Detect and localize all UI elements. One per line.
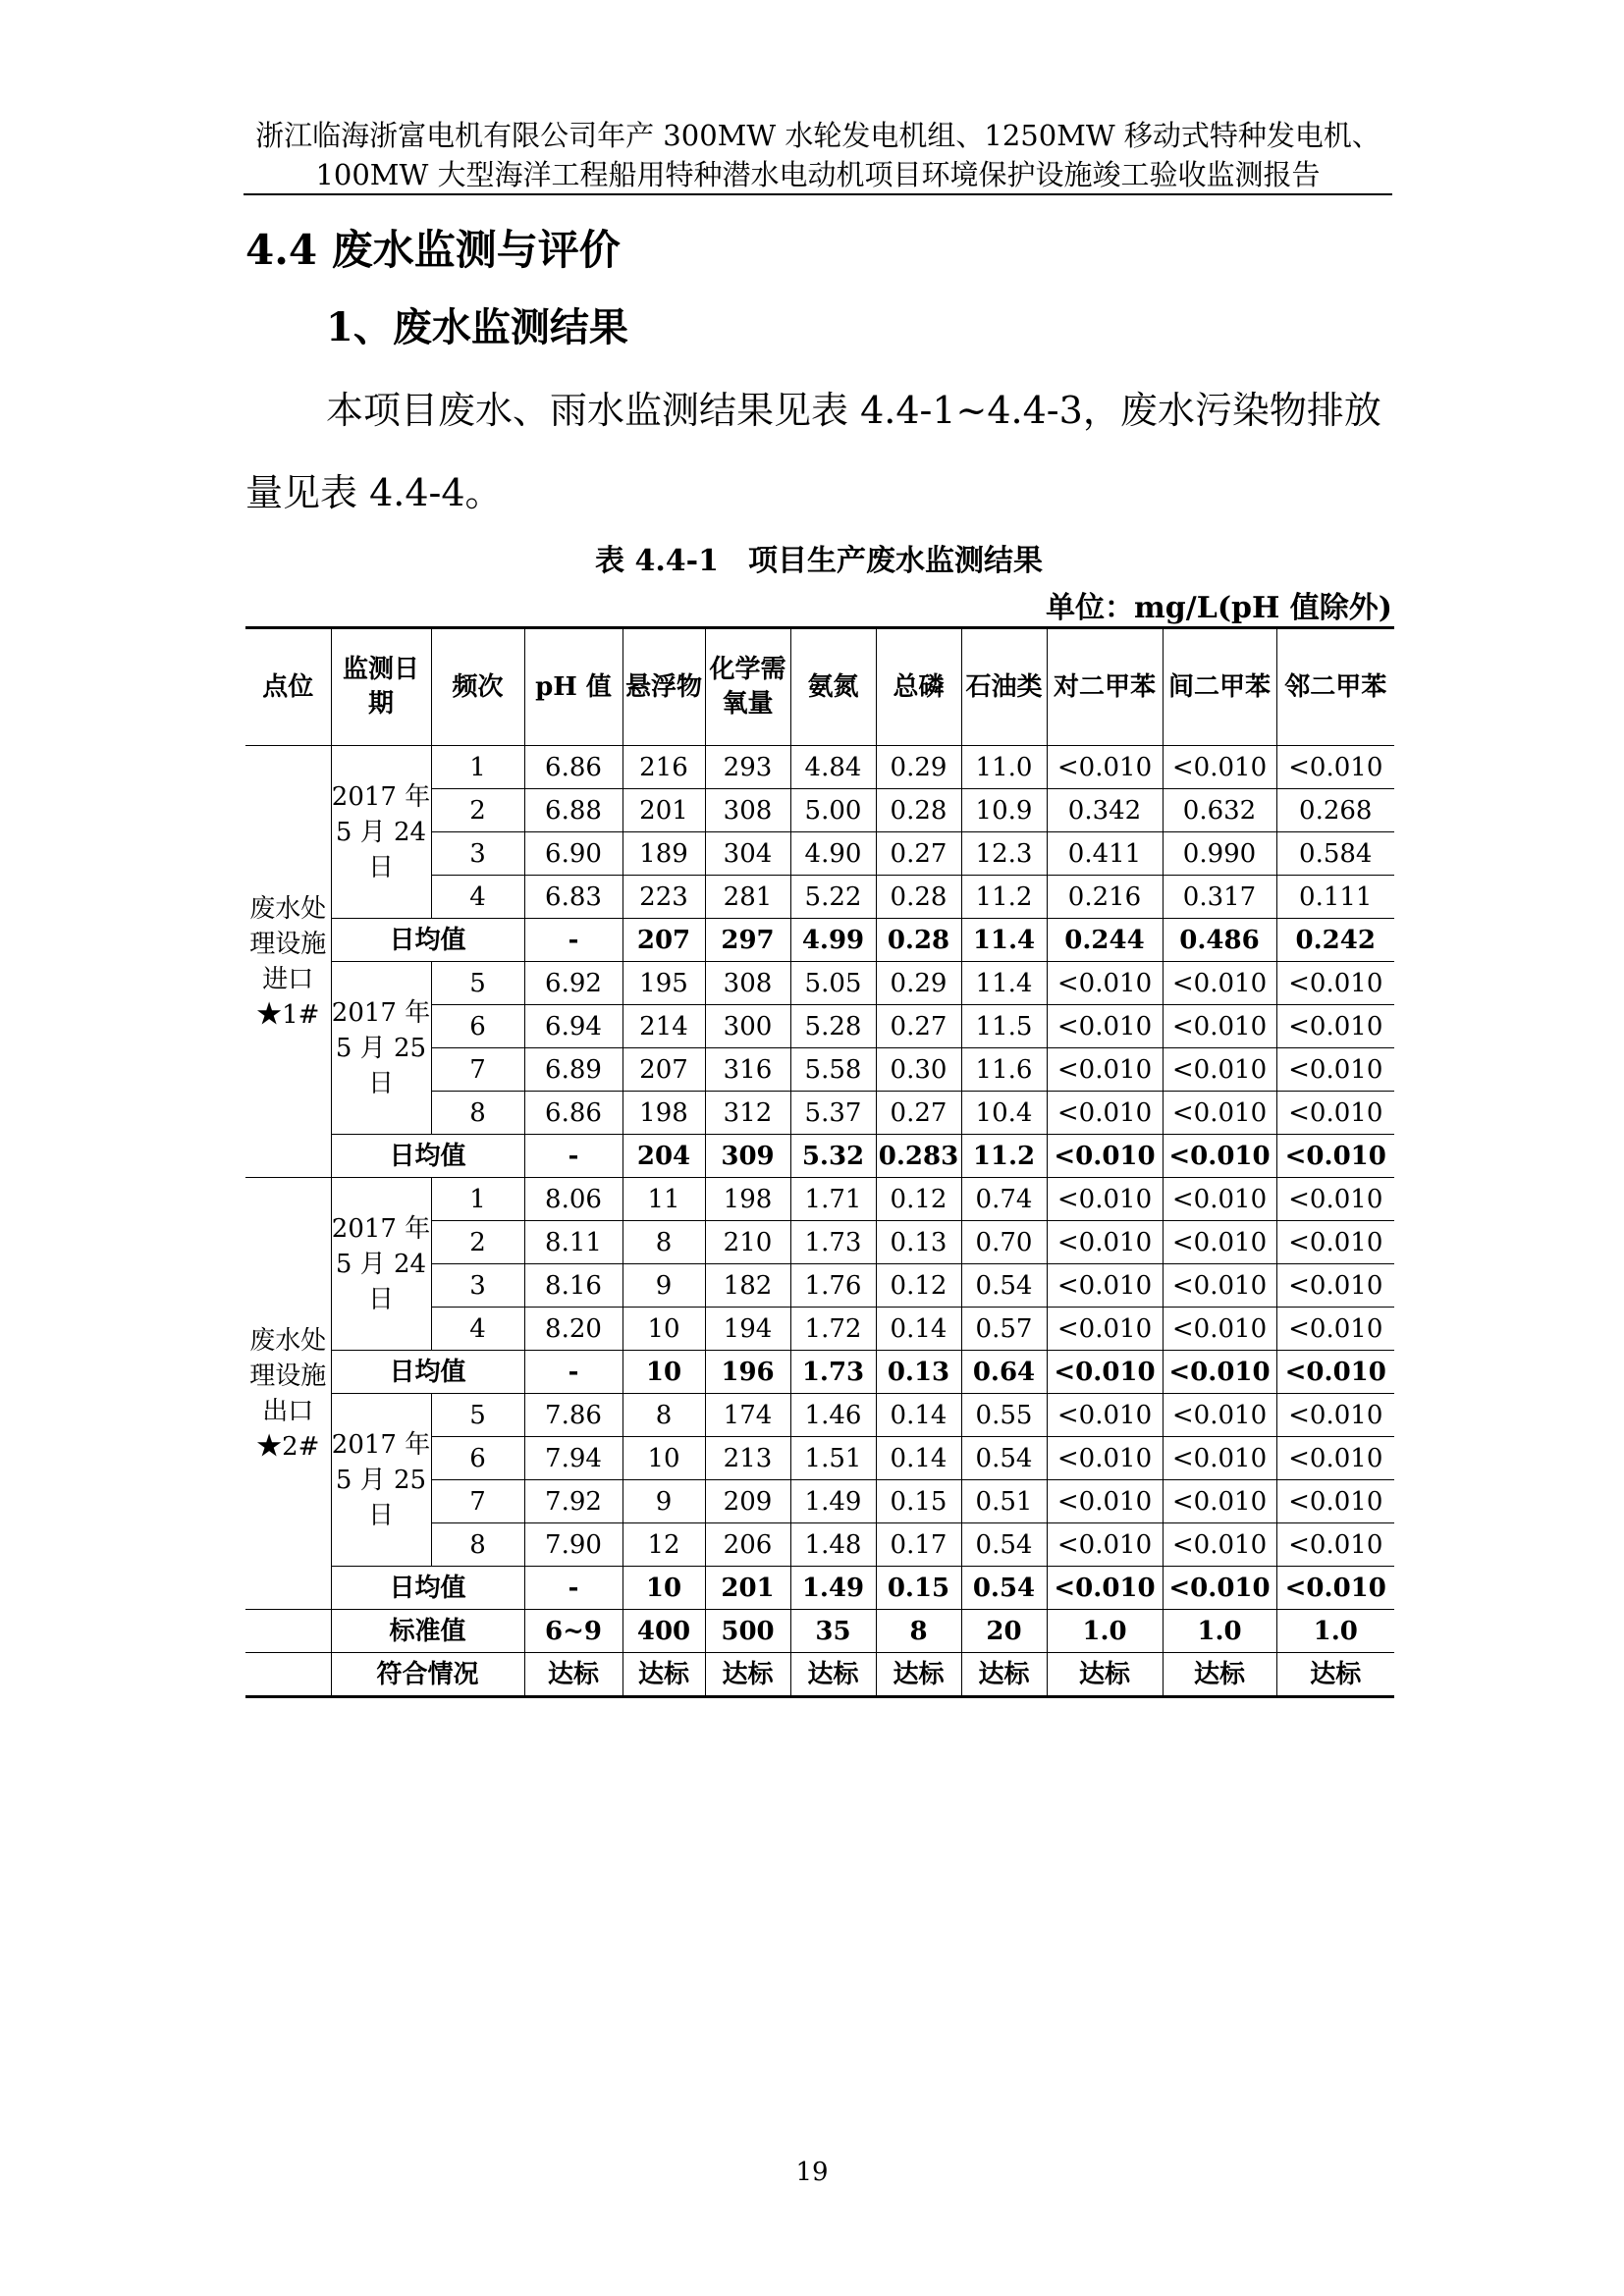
table-cell: 214: [623, 1005, 705, 1048]
table-cell: 10: [623, 1437, 705, 1480]
average-cell: 0.13: [876, 1351, 961, 1394]
table-cell: <0.010: [1276, 962, 1394, 1005]
table-cell: 5.37: [790, 1092, 876, 1135]
standard-cell: 400: [623, 1610, 705, 1653]
table-cell: <0.010: [1276, 1221, 1394, 1264]
table-cell: 0.632: [1163, 789, 1276, 832]
table-cell: 12.3: [961, 832, 1047, 876]
table-cell: <0.010: [1163, 1005, 1276, 1048]
average-cell: <0.010: [1047, 1351, 1163, 1394]
table-cell: 194: [705, 1308, 790, 1351]
table-cell: 2: [431, 1221, 524, 1264]
date-cell: 2017 年 5 月 25 日: [331, 1394, 431, 1567]
table-cell: 1: [431, 746, 524, 789]
table-cell: <0.010: [1163, 1221, 1276, 1264]
table-cell: 0.55: [961, 1394, 1047, 1437]
average-cell: 297: [705, 919, 790, 962]
table-cell: 2: [431, 789, 524, 832]
table-cell: 300: [705, 1005, 790, 1048]
table-cell: 0.111: [1276, 876, 1394, 919]
header-cell: 悬浮物: [623, 628, 705, 746]
table-cell: <0.010: [1163, 1437, 1276, 1480]
table-cell: 0.584: [1276, 832, 1394, 876]
average-cell: 11.4: [961, 919, 1047, 962]
table-cell: 182: [705, 1264, 790, 1308]
table-unit: 单位：mg/L(pH 值除外): [1046, 591, 1392, 625]
table-cell: 0.27: [876, 1005, 961, 1048]
table-cell: 6.86: [524, 746, 623, 789]
average-cell: 309: [705, 1135, 790, 1178]
header-cell: 对二甲苯: [1047, 628, 1163, 746]
average-cell: 204: [623, 1135, 705, 1178]
table-cell: <0.010: [1047, 1005, 1163, 1048]
average-cell: <0.010: [1276, 1567, 1394, 1610]
average-cell: 0.54: [961, 1567, 1047, 1610]
table-cell: 6.90: [524, 832, 623, 876]
table-cell: 1.51: [790, 1437, 876, 1480]
table-cell: 1.49: [790, 1480, 876, 1523]
date-cell: 2017 年 5 月 24 日: [331, 746, 431, 919]
table-cell: 198: [623, 1092, 705, 1135]
average-cell: 0.64: [961, 1351, 1047, 1394]
table-cell: 3: [431, 832, 524, 876]
table-cell: 304: [705, 832, 790, 876]
table-cell: 0.54: [961, 1437, 1047, 1480]
table-cell: 210: [705, 1221, 790, 1264]
table-cell: <0.010: [1163, 1394, 1276, 1437]
table-cell: 1: [431, 1178, 524, 1221]
table-cell: <0.010: [1276, 1437, 1394, 1480]
table-cell: 0.411: [1047, 832, 1163, 876]
date-cell: 2017 年 5 月 25 日: [331, 962, 431, 1135]
table-cell: 12: [623, 1523, 705, 1567]
table-cell: 0.342: [1047, 789, 1163, 832]
average-cell: 0.15: [876, 1567, 961, 1610]
header-cell: pH 值: [524, 628, 623, 746]
daily-average-row: [245, 919, 1394, 962]
table-cell: 0.268: [1276, 789, 1394, 832]
average-cell: -: [524, 1135, 623, 1178]
table-cell: <0.010: [1047, 1178, 1163, 1221]
average-label: 日均值: [331, 1351, 524, 1394]
body-paragraph: 本项目废水、雨水监测结果见表 4.4-1~4.4-3，废水污染物排放量见表 4.4-4。: [245, 389, 1381, 514]
average-cell: 10: [623, 1351, 705, 1394]
compliance-label: 符合情况: [331, 1653, 524, 1697]
table-cell: 8.16: [524, 1264, 623, 1308]
average-cell: 0.486: [1163, 919, 1276, 962]
table-cell: <0.010: [1276, 1178, 1394, 1221]
table-cell: <0.010: [1047, 1221, 1163, 1264]
standard-row: [245, 1610, 1394, 1653]
blank-cell: [245, 1610, 331, 1653]
table-cell: 7.94: [524, 1437, 623, 1480]
table-cell: 6.83: [524, 876, 623, 919]
table-cell: <0.010: [1163, 962, 1276, 1005]
table-cell: <0.010: [1163, 1048, 1276, 1092]
table-cell: 5.00: [790, 789, 876, 832]
table-cell: 6: [431, 1005, 524, 1048]
table-cell: <0.010: [1047, 1437, 1163, 1480]
compliance-cell: 达标: [876, 1653, 961, 1697]
table-cell: 1.72: [790, 1308, 876, 1351]
page-number: 19: [795, 2158, 829, 2187]
table-cell: 10: [623, 1308, 705, 1351]
header-cell: 间二甲苯: [1163, 628, 1276, 746]
standard-cell: 1.0: [1163, 1610, 1276, 1653]
table-cell: 195: [623, 962, 705, 1005]
table-cell: 201: [623, 789, 705, 832]
table-cell: 209: [705, 1480, 790, 1523]
header-cell: 总磷: [876, 628, 961, 746]
table-cell: 206: [705, 1523, 790, 1567]
header-cell: 点位: [245, 628, 331, 746]
table-cell: 0.17: [876, 1523, 961, 1567]
table-cell: 0.12: [876, 1264, 961, 1308]
table-cell: 1.76: [790, 1264, 876, 1308]
table-cell: <0.010: [1163, 1308, 1276, 1351]
table-cell: 4: [431, 1308, 524, 1351]
table-cell: <0.010: [1047, 746, 1163, 789]
table-cell: 5: [431, 962, 524, 1005]
table-cell: 11.2: [961, 876, 1047, 919]
table-cell: 0.15: [876, 1480, 961, 1523]
table-cell: 6.94: [524, 1005, 623, 1048]
average-cell: 11.2: [961, 1135, 1047, 1178]
table-cell: 7.86: [524, 1394, 623, 1437]
table-cell: 10.4: [961, 1092, 1047, 1135]
table-cell: 0.54: [961, 1264, 1047, 1308]
header-line-1: 浙江临海浙富电机有限公司年产 300MW 水轮发电机组、1250MW 移动式特种发电机、: [255, 119, 1380, 152]
header-cell: 监测日期: [331, 628, 431, 746]
standard-cell: 1.0: [1047, 1610, 1163, 1653]
header-cell: 频次: [431, 628, 524, 746]
average-cell: 0.244: [1047, 919, 1163, 962]
table-cell: 8: [623, 1394, 705, 1437]
table-header-row: [245, 628, 1394, 746]
table-cell: 207: [623, 1048, 705, 1092]
standard-cell: 35: [790, 1610, 876, 1653]
table-cell: 0.30: [876, 1048, 961, 1092]
table-cell: 5: [431, 1394, 524, 1437]
compliance-cell: 达标: [1163, 1653, 1276, 1697]
table-cell: <0.010: [1163, 1178, 1276, 1221]
average-cell: 201: [705, 1567, 790, 1610]
average-cell: -: [524, 919, 623, 962]
compliance-cell: 达标: [705, 1653, 790, 1697]
table-cell: <0.010: [1276, 1092, 1394, 1135]
table-cell: <0.010: [1047, 1394, 1163, 1437]
average-cell: <0.010: [1047, 1135, 1163, 1178]
table-cell: 0.70: [961, 1221, 1047, 1264]
compliance-cell: 达标: [524, 1653, 623, 1697]
table-cell: <0.010: [1276, 1394, 1394, 1437]
table-cell: 0.51: [961, 1480, 1047, 1523]
average-cell: -: [524, 1567, 623, 1610]
table-cell: 308: [705, 789, 790, 832]
average-cell: <0.010: [1047, 1567, 1163, 1610]
table-cell: 8: [623, 1221, 705, 1264]
daily-average-row: [245, 1135, 1394, 1178]
table-cell: 0.990: [1163, 832, 1276, 876]
table-cell: 216: [623, 746, 705, 789]
table-cell: 0.74: [961, 1178, 1047, 1221]
table-cell: 0.27: [876, 1092, 961, 1135]
table-caption: 表 4.4-1 项目生产废水监测结果: [595, 544, 1043, 578]
table-cell: 0.54: [961, 1523, 1047, 1567]
average-label: 日均值: [331, 1567, 524, 1610]
compliance-cell: 达标: [790, 1653, 876, 1697]
table-cell: 0.57: [961, 1308, 1047, 1351]
average-cell: <0.010: [1276, 1135, 1394, 1178]
table-cell: <0.010: [1276, 1048, 1394, 1092]
table-cell: 0.29: [876, 962, 961, 1005]
table-cell: 7.90: [524, 1523, 623, 1567]
table-row: [245, 1394, 1394, 1437]
average-cell: <0.010: [1163, 1351, 1276, 1394]
table-cell: <0.010: [1047, 1048, 1163, 1092]
table-cell: 7: [431, 1048, 524, 1092]
table-cell: 6: [431, 1437, 524, 1480]
table-cell: 11.6: [961, 1048, 1047, 1092]
average-cell: 5.32: [790, 1135, 876, 1178]
table-cell: <0.010: [1276, 1264, 1394, 1308]
table-cell: <0.010: [1276, 1480, 1394, 1523]
table-cell: 281: [705, 876, 790, 919]
average-cell: <0.010: [1163, 1567, 1276, 1610]
table-cell: 11: [623, 1178, 705, 1221]
standard-cell: 500: [705, 1610, 790, 1653]
table-cell: 0.14: [876, 1394, 961, 1437]
table-cell: 1.71: [790, 1178, 876, 1221]
standard-label: 标准值: [331, 1610, 524, 1653]
table-cell: 1.73: [790, 1221, 876, 1264]
section-title: 4.4 废水监测与评价: [245, 226, 621, 274]
table-cell: 6.86: [524, 1092, 623, 1135]
table-row: [245, 962, 1394, 1005]
table-cell: 6.88: [524, 789, 623, 832]
table-cell: 6.89: [524, 1048, 623, 1092]
table-cell: <0.010: [1047, 1092, 1163, 1135]
table-cell: 11.5: [961, 1005, 1047, 1048]
table-cell: 0.28: [876, 876, 961, 919]
average-cell: 4.99: [790, 919, 876, 962]
site-cell: 废水处理设施出口★2#: [245, 1178, 331, 1610]
table-cell: <0.010: [1163, 746, 1276, 789]
table-cell: 0.14: [876, 1437, 961, 1480]
standard-cell: 8: [876, 1610, 961, 1653]
compliance-cell: 达标: [623, 1653, 705, 1697]
table-cell: 9: [623, 1264, 705, 1308]
compliance-cell: 达标: [1276, 1653, 1394, 1697]
table-row: [245, 1178, 1394, 1221]
table-cell: 0.29: [876, 746, 961, 789]
daily-average-row: [245, 1351, 1394, 1394]
sub-title: 1、废水监测结果: [326, 304, 628, 350]
table-cell: 174: [705, 1394, 790, 1437]
average-cell: <0.010: [1163, 1135, 1276, 1178]
table-cell: 0.13: [876, 1221, 961, 1264]
table-cell: 8: [431, 1523, 524, 1567]
table-cell: <0.010: [1276, 1005, 1394, 1048]
header-divider: [244, 193, 1392, 195]
table-cell: 7: [431, 1480, 524, 1523]
header-cell: 化学需氧量: [705, 628, 790, 746]
table-cell: 308: [705, 962, 790, 1005]
table-cell: 0.12: [876, 1178, 961, 1221]
table-cell: 4.90: [790, 832, 876, 876]
table-cell: <0.010: [1047, 1308, 1163, 1351]
table-cell: 5.05: [790, 962, 876, 1005]
average-cell: 0.283: [876, 1135, 961, 1178]
table-cell: 0.27: [876, 832, 961, 876]
header-line-2: 100MW 大型海洋工程船用特种潜水电动机项目环境保护设施竣工验收监测报告: [315, 158, 1321, 191]
average-label: 日均值: [331, 919, 524, 962]
table-cell: <0.010: [1047, 1264, 1163, 1308]
page-header: [244, 116, 1392, 194]
table-cell: 5.22: [790, 876, 876, 919]
blank-cell: [245, 1653, 331, 1697]
table-cell: 8.06: [524, 1178, 623, 1221]
average-cell: <0.010: [1276, 1351, 1394, 1394]
table-cell: 0.216: [1047, 876, 1163, 919]
header-cell: 邻二甲苯: [1276, 628, 1394, 746]
table-cell: <0.010: [1276, 1523, 1394, 1567]
table-cell: 293: [705, 746, 790, 789]
average-cell: -: [524, 1351, 623, 1394]
table-cell: 7.92: [524, 1480, 623, 1523]
table-cell: <0.010: [1163, 1092, 1276, 1135]
table-cell: 189: [623, 832, 705, 876]
compliance-cell: 达标: [1047, 1653, 1163, 1697]
compliance-cell: 达标: [961, 1653, 1047, 1697]
wastewater-results-table: [245, 626, 1394, 1698]
table-cell: <0.010: [1163, 1264, 1276, 1308]
table-cell: <0.010: [1276, 1308, 1394, 1351]
table-row: [245, 746, 1394, 789]
table-cell: 11.4: [961, 962, 1047, 1005]
table-cell: 213: [705, 1437, 790, 1480]
site-cell: 废水处理设施进口★1#: [245, 746, 331, 1178]
average-cell: 0.28: [876, 919, 961, 962]
table-cell: 223: [623, 876, 705, 919]
table-cell: 1.46: [790, 1394, 876, 1437]
table-cell: 4.84: [790, 746, 876, 789]
average-cell: 0.242: [1276, 919, 1394, 962]
date-cell: 2017 年 5 月 24 日: [331, 1178, 431, 1351]
table-cell: 9: [623, 1480, 705, 1523]
table-cell: 5.28: [790, 1005, 876, 1048]
table-cell: 8.11: [524, 1221, 623, 1264]
average-cell: 1.73: [790, 1351, 876, 1394]
compliance-row: [245, 1653, 1394, 1697]
standard-cell: 20: [961, 1610, 1047, 1653]
table-cell: 8: [431, 1092, 524, 1135]
table-body: [245, 746, 1394, 1697]
table-cell: 4: [431, 876, 524, 919]
table-cell: <0.010: [1047, 962, 1163, 1005]
table-cell: <0.010: [1047, 1480, 1163, 1523]
table-cell: <0.010: [1047, 1523, 1163, 1567]
table-cell: 10.9: [961, 789, 1047, 832]
daily-average-row: [245, 1567, 1394, 1610]
table-cell: <0.010: [1163, 1523, 1276, 1567]
table-cell: 1.48: [790, 1523, 876, 1567]
table-cell: <0.010: [1276, 746, 1394, 789]
standard-cell: 6~9: [524, 1610, 623, 1653]
average-label: 日均值: [331, 1135, 524, 1178]
table-cell: 198: [705, 1178, 790, 1221]
table-cell: 0.317: [1163, 876, 1276, 919]
table-cell: 0.14: [876, 1308, 961, 1351]
table-cell: 6.92: [524, 962, 623, 1005]
table-cell: <0.010: [1163, 1480, 1276, 1523]
header-cell: 氨氮: [790, 628, 876, 746]
table-cell: 316: [705, 1048, 790, 1092]
standard-cell: 1.0: [1276, 1610, 1394, 1653]
average-cell: 10: [623, 1567, 705, 1610]
average-cell: 207: [623, 919, 705, 962]
header-cell: 石油类: [961, 628, 1047, 746]
average-cell: 196: [705, 1351, 790, 1394]
table-cell: 0.28: [876, 789, 961, 832]
table-cell: 11.0: [961, 746, 1047, 789]
table-cell: 5.58: [790, 1048, 876, 1092]
table-cell: 312: [705, 1092, 790, 1135]
table-cell: 3: [431, 1264, 524, 1308]
table-cell: 8.20: [524, 1308, 623, 1351]
average-cell: 1.49: [790, 1567, 876, 1610]
